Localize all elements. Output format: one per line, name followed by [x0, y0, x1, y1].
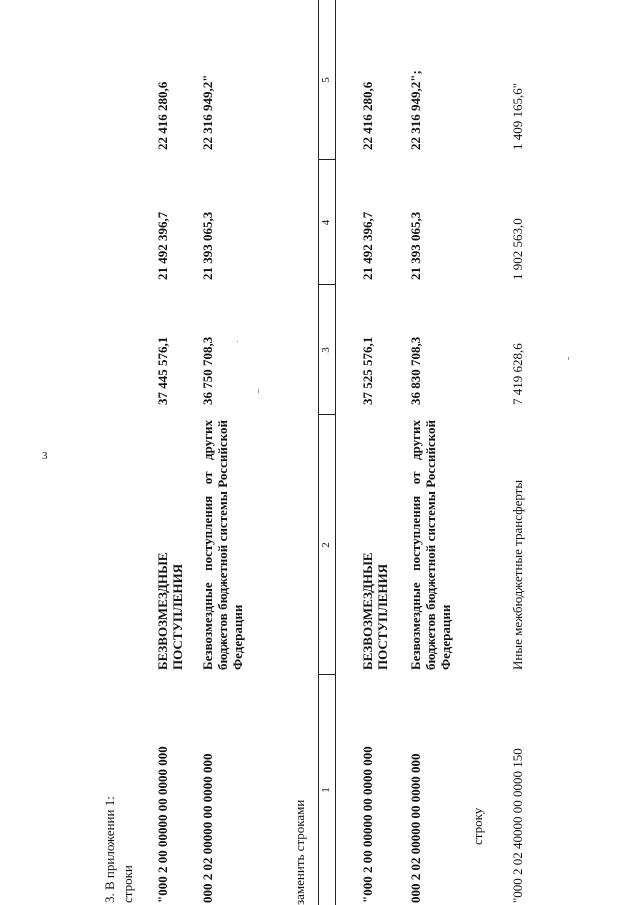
name-cell: Безвозмездные поступления от других бюджетов бюджетной системы Российской Федерации — [408, 420, 453, 670]
header-cell: 2 — [320, 542, 332, 548]
value-col4: 1 902 563,0 — [510, 218, 525, 280]
scan-mark — [258, 389, 259, 393]
value-col4: 21 492 396,7 — [155, 211, 170, 280]
header-cell: 3 — [320, 347, 332, 353]
value-col4: 21 393 065,3 — [200, 211, 215, 280]
value-col5: 1 409 165,6" — [510, 82, 525, 150]
value-col5: 22 416 280,6 — [155, 81, 170, 150]
name-cell: Иные межбюджетные трансферты — [510, 479, 525, 670]
value-col3: 37 445 576,1 — [155, 336, 170, 405]
value-col5: 22 316 949,2" — [200, 74, 215, 150]
value-col3: 36 750 708,3 — [200, 336, 215, 405]
header-cell: 4 — [320, 219, 332, 226]
lines-label: строки — [120, 865, 135, 903]
code-cell: "000 2 00 00000 00 0000 000 — [360, 746, 375, 903]
value-col3: 37 525 576,1 — [360, 336, 375, 405]
table-top-border — [318, 0, 319, 905]
scan-mark — [237, 341, 238, 342]
value-col5: 22 316 949,2"; — [408, 70, 423, 150]
code-cell: "000 2 02 40000 00 0000 150 — [510, 748, 525, 903]
page-number: 3 — [42, 450, 48, 462]
name-cell: Безвозмездные поступления от других бюджетов бюджетной системы Российской Федерации — [200, 420, 245, 670]
code-cell: 000 2 02 00000 00 0000 000 — [200, 753, 215, 903]
value-col3: 36 830 708,3 — [408, 336, 423, 405]
header-cell: 1 — [320, 787, 332, 793]
name-cell: БЕЗВОЗМЕЗДНЫЕ ПОСТУПЛЕНИЯ — [360, 552, 390, 670]
value-col3: 7 419 628,6 — [510, 343, 525, 405]
name-cell: БЕЗВОЗМЕЗДНЫЕ ПОСТУПЛЕНИЯ — [155, 552, 185, 670]
section-title: 3. В приложении 1: — [102, 796, 117, 903]
code-cell: "000 2 00 00000 00 0000 000 — [155, 746, 170, 903]
header-bottom-border — [335, 0, 336, 905]
header-cell: 5 — [320, 77, 332, 83]
scan-mark — [568, 357, 569, 360]
value-col4: 21 393 065,3 — [408, 211, 423, 280]
row-label: строку — [470, 807, 485, 845]
value-col4: 21 492 396,7 — [360, 211, 375, 280]
code-cell: 000 2 02 00000 00 0000 000 — [408, 753, 423, 903]
value-col5: 22 416 280,6 — [360, 81, 375, 150]
replace-label: заменить строками — [292, 799, 307, 905]
